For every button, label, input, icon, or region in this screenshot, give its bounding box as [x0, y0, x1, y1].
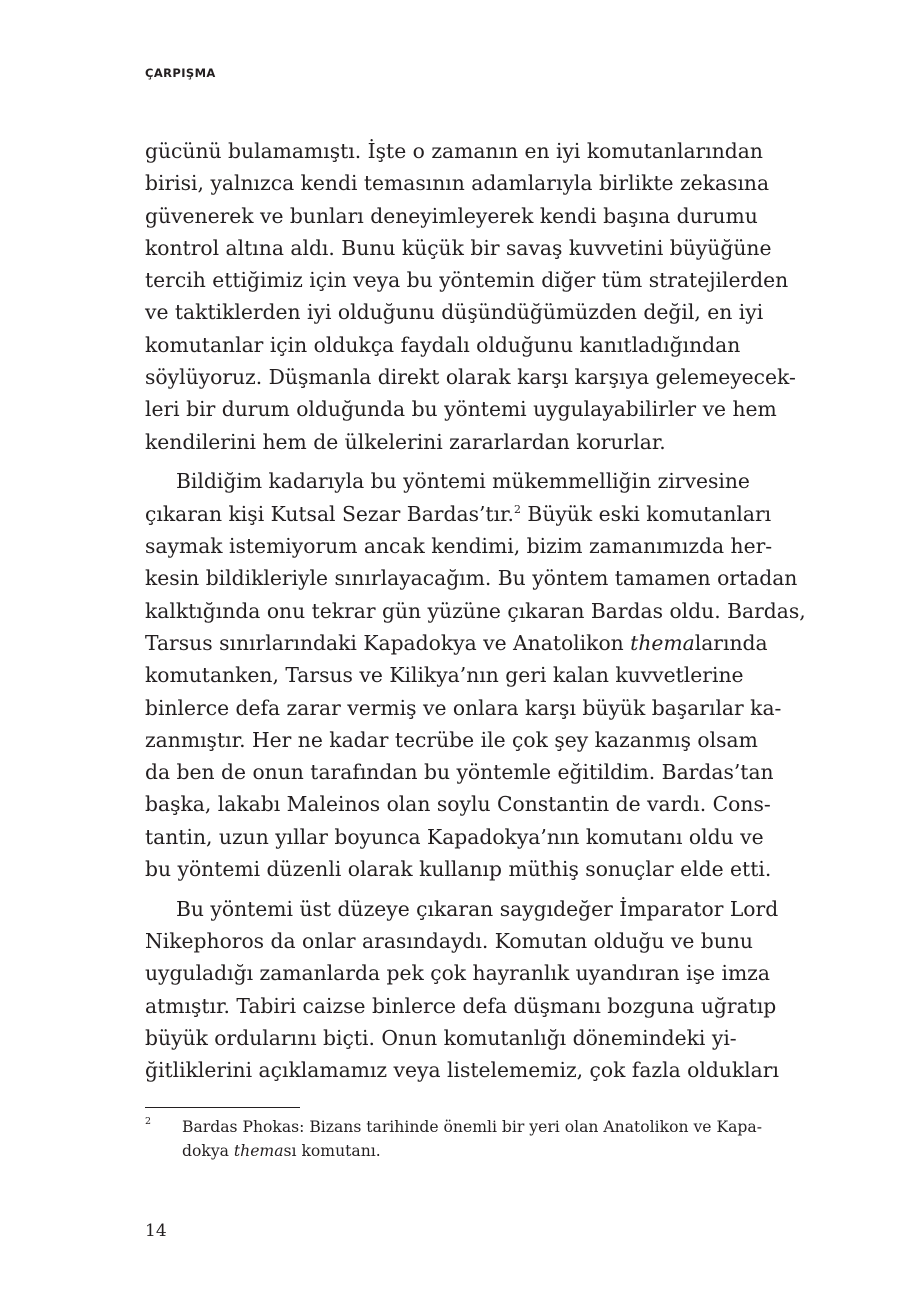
text-line: gücünü bulamamıştı. İşte o zamanın en iyi komutanlarından [145, 139, 763, 163]
footnote-text [182, 1115, 762, 1163]
footnote [145, 1115, 762, 1163]
text-line: Bu yöntemi üst düzeye çıkaran saygıdeğer İmparator Lord [176, 896, 779, 921]
italic-term: thema [630, 630, 695, 655]
text-line: binlerce defa zarar vermiş ve onlara karşı büyük başarılar ka- [145, 695, 782, 720]
footnote-marker: 2 [145, 1116, 152, 1127]
page-number: 14 [145, 1221, 167, 1241]
text-line: söylüyoruz. Düşmanla direkt olarak karşı karşıya gelemeyecek- [145, 365, 796, 390]
text-line: güvenerek ve bunları deneyimleyerek kendi başına durumu [145, 203, 758, 228]
paragraph [145, 135, 796, 458]
text-line: leri bir durum olduğunda bu yöntemi uygulayabilirler ve hem [145, 397, 777, 422]
footnote-line [182, 1139, 733, 1163]
text-line: komutanken, Tarsus ve Kilikya’nın geri kalan kuvvetlerine [145, 663, 744, 688]
italic-term: thema [233, 1142, 284, 1160]
text-segment: çıkaran kişi Kutsal Sezar Bardas’tır. [145, 501, 514, 526]
text-line-with-noteref [145, 498, 772, 530]
text-line: kesin bildikleriyle sınırlayacağım. Bu yöntem tamamen ortadan [145, 566, 798, 591]
footnote-separator [145, 1107, 300, 1108]
text-line: saymak istemiyorum ancak kendimi, bizim zamanımızda her- [145, 534, 773, 559]
text-line: uyguladığı zamanlarda pek çok hayranlık uyandıran işe imza [145, 961, 770, 986]
text-segment: sı komutanı. [283, 1142, 381, 1160]
footnote-reference[interactable]: 2 [513, 502, 521, 516]
paragraph [145, 465, 806, 885]
text-segment: larında [694, 630, 768, 655]
footnote-line: Bardas Phokas: Bizans tarihinde önemli bir yeri olan Anatolikon ve Kapa- [182, 1118, 762, 1136]
text-line: Nikephoros da onlar arasındaydı. Komutan olduğu ve bunu [145, 929, 753, 954]
text-line: tantin, uzun yıllar boyunca Kapadokya’nın komutanı oldu ve [145, 824, 764, 849]
text-segment: Tarsus sınırlarındaki Kapadokya ve Anatolikon [145, 630, 631, 655]
text-line: kalktığında onu tekrar gün yüzüne çıkaran Bardas oldu. Bardas, [145, 598, 806, 623]
paragraph [145, 893, 779, 1087]
text-line: kendilerini hem de ülkelerini zararlardan korurlar. [145, 429, 666, 454]
text-line: büyük ordularını biçti. Onun komutanlığı dönemindeki yi- [145, 1026, 737, 1051]
text-line: ve taktiklerden iyi olduğunu düşündüğümüzden değil, en iyi [145, 300, 764, 325]
text-line: başka, lakabı Maleinos olan soylu Constantin de vardı. Cons- [145, 792, 771, 817]
text-line: ğitliklerini açıklamamız veya listelememiz, çok fazla oldukları [145, 1058, 779, 1083]
text-line: komutanlar için oldukça faydalı olduğunu kanıtladığından [145, 332, 741, 357]
text-line: bu yöntemi düzenli olarak kullanıp müthiş sonuçlar elde etti. [145, 857, 772, 882]
text-line-with-italic [145, 627, 768, 659]
text-line: da ben de onun tarafından bu yöntemle eğitildim. Bardas’tan [145, 760, 774, 785]
text-line: atmıştır. Tabiri caizse binlerce defa düşmanı bozguna uğratıp [145, 993, 777, 1018]
text-segment: Büyük eski komutanları [520, 501, 772, 526]
text-line: Bildiğim kadarıyla bu yöntemi mükemmelliğin zirvesine [176, 469, 750, 494]
text-line: birisi, yalnızca kendi temasının adamlarıyla birlikte zekasına [145, 171, 770, 196]
text-line: kontrol altına aldı. Bunu küçük bir savaş kuvvetini büyüğüne [145, 235, 772, 260]
text-line: tercih ettiğimiz için veya bu yöntemin diğer tüm stratejilerden [145, 268, 789, 293]
text-line: zanmıştır. Her ne kadar tecrübe ile çok şey kazanmış olsam [145, 727, 758, 752]
body-text [145, 135, 806, 1087]
running-head: ÇARPIŞMA [145, 66, 216, 80]
text-segment: dokya [182, 1142, 234, 1160]
